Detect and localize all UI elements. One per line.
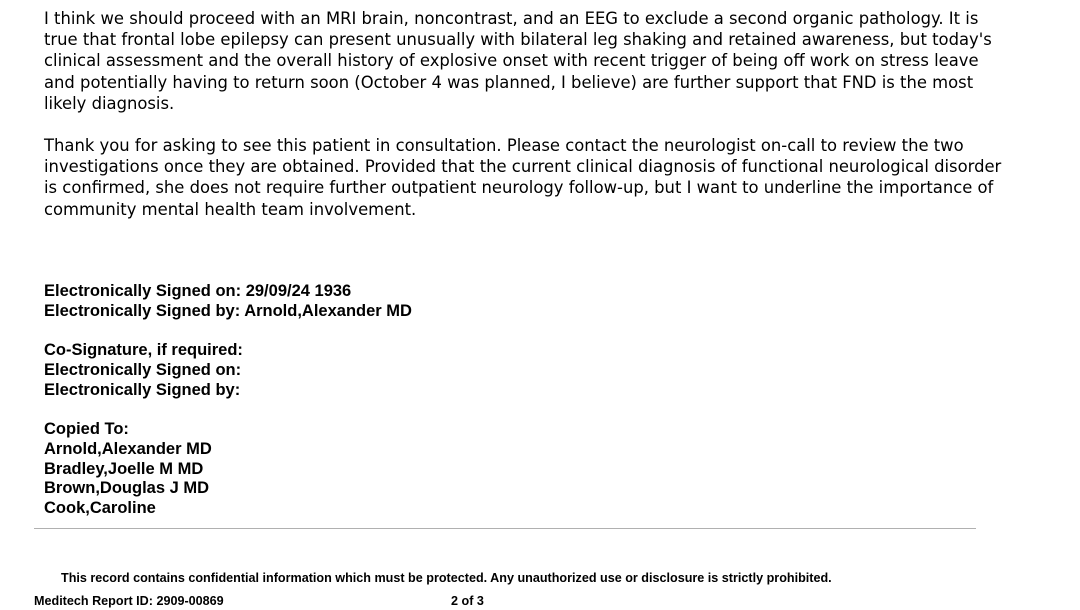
cosignature-signed-on-line: Electronically Signed on: <box>44 360 242 379</box>
letter-paragraph-closing: Thank you for asking to see this patient in consultation. Please contact the neurologist on-call to review the two investigations once they are obtained. Provided that the current clinical diagnosis of functional neurological disorder is confirmed, she does not require further outpatient neurology follow-up, but I want to underline the importance of community mental health team involvement. <box>44 136 1002 219</box>
recipient: Cook,Caroline <box>44 499 156 518</box>
letter-paragraph-investigations: I think we should proceed with an MRI brain, noncontrast, and an EEG to exclude a second organic pathology. It is true that frontal lobe epilepsy can present unusually with bilateral leg shaking and retained awareness, but today's clinical assessment and the overall history of explosive onset with recent trigger of being off work on stress leave and potentially having to return soon (October 4 was planned, I believe) are further support that FND is the most likely diagnosis. <box>44 9 992 113</box>
page-number: 2 of 3 <box>451 594 484 608</box>
signed-by-line: Electronically Signed by: Arnold,Alexander MD <box>44 301 412 320</box>
recipient: Bradley,Joelle M MD <box>44 459 204 478</box>
cosignature-signed-by-line: Electronically Signed by: <box>44 380 241 399</box>
report-id: Meditech Report ID: 2909-00869 <box>34 594 224 608</box>
recipient: Brown,Douglas J MD <box>44 479 210 498</box>
signed-on-line: Electronically Signed on: 29/09/24 1936 <box>44 282 352 300</box>
cosignature-heading: Co-Signature, if required: <box>44 341 243 359</box>
cosignature-block <box>44 341 243 400</box>
footer-divider <box>34 528 976 529</box>
copied-to-block <box>44 420 212 519</box>
recipient: Arnold,Alexander MD <box>44 439 212 458</box>
copied-to-heading: Copied To: <box>44 420 129 438</box>
confidentiality-notice: This record contains confidential information which must be protected. Any unauthorized use or disclosure is strictly prohibited. <box>61 571 832 585</box>
signature-block <box>44 282 412 322</box>
